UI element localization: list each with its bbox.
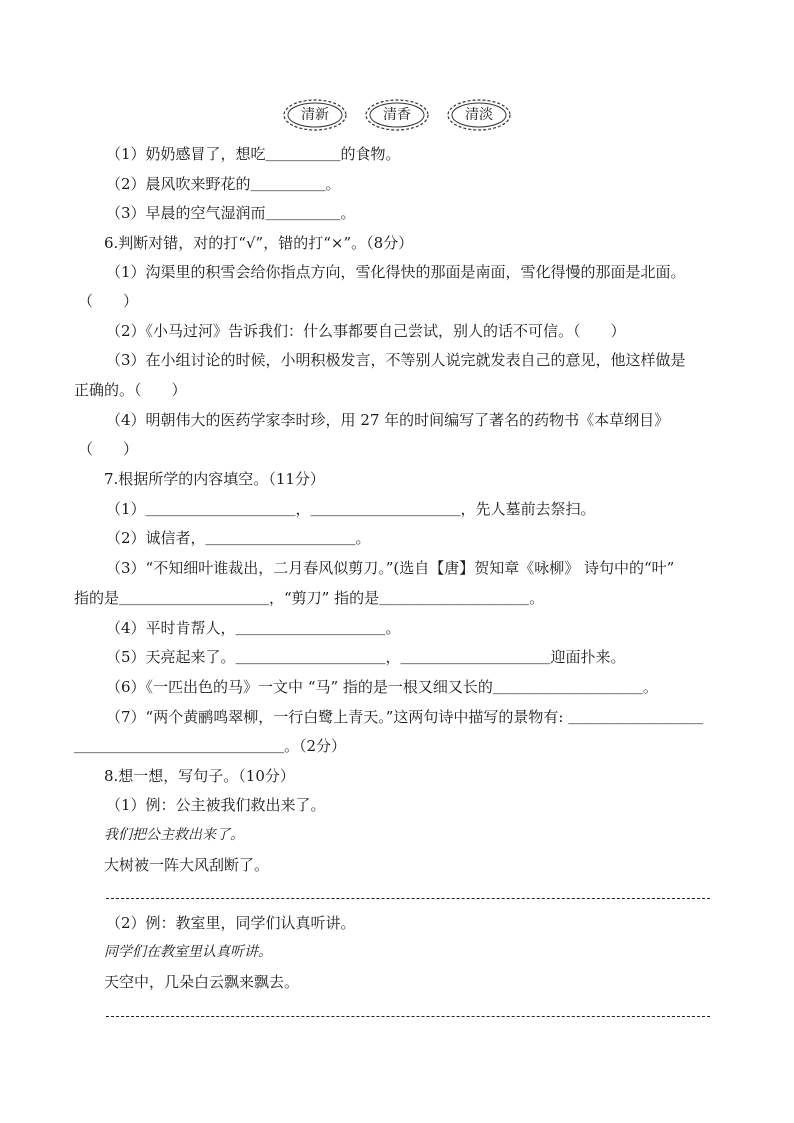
q7-title: 7.根据所学的内容填空。（11分） [104, 470, 325, 488]
q5-item: （1）奶奶感冒了，想吃＿＿＿＿＿的食物。 [106, 145, 401, 163]
word-option: 清香 [383, 107, 411, 123]
q8-example: （2）例：教室里，同学们认真听讲。 [106, 914, 356, 932]
q7-item: （6）《一匹出色的马》一文中 “马” 指的是一根又细又长的＿＿＿＿＿＿＿＿＿＿。 [106, 678, 658, 696]
q5-item: （3）早晨的空气湿润而＿＿＿＿＿。 [106, 204, 356, 222]
word-option: 清新 [301, 107, 329, 123]
answer-line[interactable] [106, 1016, 710, 1017]
q8-example: （1）例：公主被我们救出来了。 [106, 796, 326, 814]
q7-item: （4）平时肯帮人，＿＿＿＿＿＿＿＿＿＿。 [106, 619, 401, 637]
answer-line[interactable] [106, 898, 710, 899]
q6-title: 6.判断对错，对的打“√”，错的打“×”。（8分） [104, 234, 414, 252]
word-option-badge [282, 98, 348, 132]
q6-answer-blank: （ ） [78, 440, 139, 458]
word-option: 清淡 [465, 107, 493, 123]
q7-item: （3）“不知细叶谁裁出，二月春风似剪刀。”(选自【唐】贺知章《咏柳》 诗句中的“叶” [106, 559, 675, 577]
q6-answer-blank: （ ） [78, 292, 139, 310]
q6-item-cont: 正确的。（ ） [74, 381, 187, 399]
q8-model-answer: 同学们在教室里认真听讲。 [104, 944, 272, 960]
q7-item: （1）＿＿＿＿＿＿＿＿＿＿，＿＿＿＿＿＿＿＿＿＿，先人墓前去祭扫。 [106, 500, 596, 518]
q8-title: 8.想一想，写句子。（10分） [104, 767, 295, 785]
word-option-badge [446, 98, 512, 132]
q6-item: （1）沟渠里的积雪会给你指点方向，雪化得快的那面是南面，雪化得慢的那面是北面。 [106, 263, 686, 281]
q7-item-cont: ＿＿＿＿＿＿＿＿＿＿＿＿＿＿。（2分） [74, 737, 347, 755]
q6-item: （2）《小马过河》告诉我们：什么事都要自己尝试，别人的话不可信。（ ） [106, 322, 626, 340]
q8-prompt: 大树被一阵大风刮断了。 [104, 856, 270, 874]
q6-item: （4）明朝伟大的医药学家李时珍，用 27 年的时间编写了著名的药物书《本草纲目》 [106, 411, 670, 429]
q7-item: （5）天亮起来了。＿＿＿＿＿＿＿＿＿＿，＿＿＿＿＿＿＿＿＿＿迎面扑来。 [106, 648, 626, 666]
q7-item: （7）“两个黄鹂鸣翠柳，一行白鹭上青天。”这两句诗中描写的景物有: ＿＿＿＿＿＿＿＿＿ [106, 708, 704, 726]
q8-prompt: 天空中，几朵白云飘来飘去。 [104, 973, 300, 991]
q6-item: （3）在小组讨论的时候，小明积极发言，不等别人说完就发表自己的意见，他这样做是 [106, 351, 686, 369]
q7-item-cont: 指的是＿＿＿＿＿＿＿＿＿＿，“剪刀” 指的是＿＿＿＿＿＿＿＿＿＿。 [74, 589, 545, 607]
q5-item: （2）晨风吹来野花的＿＿＿＿＿。 [106, 175, 341, 193]
q8-model-answer: 我们把公主救出来了。 [104, 827, 244, 843]
word-option-badge [364, 98, 430, 132]
q7-item: （2）诚信者，＿＿＿＿＿＿＿＿＿＿。 [106, 529, 371, 547]
